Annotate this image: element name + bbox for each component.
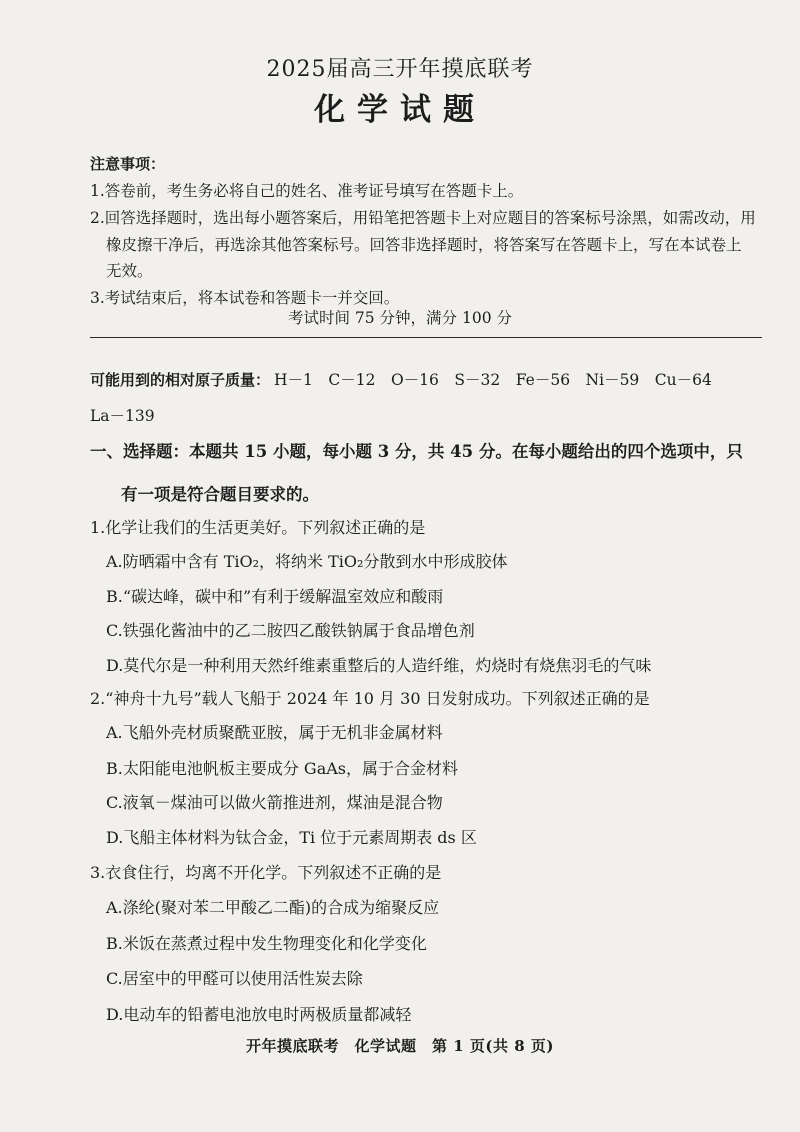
exam-title: 2025届高三开年摸底联考 xyxy=(266,57,534,82)
question-3-option-b: B.米饭在蒸煮过程中发生物理变化和化学变化 xyxy=(106,934,427,953)
question-3-stem: 3.衣食住行，均离不开化学。下列叙述不正确的是 xyxy=(90,863,442,882)
section1-heading-cont: 有一项是符合题目要求的。 xyxy=(121,485,319,504)
exam-time-info: 考试时间 75 分钟，满分 100 分 xyxy=(287,309,513,327)
atomic-masses xyxy=(90,368,712,390)
atomic-masses-values: H－1 C－12 O－16 S－32 Fe－56 Ni－59 Cu－64 xyxy=(274,371,712,389)
question-3-option-a: A.涤纶(聚对苯二甲酸乙二酯)的合成为缩聚反应 xyxy=(106,898,440,917)
header-divider xyxy=(90,337,762,338)
question-1-stem: 1.化学让我们的生活更美好。下列叙述正确的是 xyxy=(90,518,426,537)
section1-heading: 一、选择题：本题共 15 小题，每小题 3 分，共 45 分。在每小题给出的四个选项中，只 xyxy=(90,442,743,461)
question-2-option-c: C.液氧－煤油可以做火箭推进剂，煤油是混合物 xyxy=(106,793,443,812)
question-1-option-b: B.“碳达峰，碳中和”有利于缓解温室效应和酸雨 xyxy=(106,587,444,606)
question-1-option-d: D.莫代尔是一种利用天然纤维素重整后的人造纤维，灼烧时有烧焦羽毛的气味 xyxy=(106,656,652,675)
question-3-option-c: C.居室中的甲醛可以使用活性炭去除 xyxy=(106,969,363,988)
question-2-option-b: B.太阳能电池帆板主要成分 GaAs，属于合金材料 xyxy=(106,759,459,778)
question-2-option-a: A.飞船外壳材质聚酰亚胺，属于无机非金属材料 xyxy=(106,723,443,742)
page-footer: 开年摸底联考 化学试题 第 1 页(共 8 页) xyxy=(246,1037,554,1055)
atomic-masses-label: 可能用到的相对原子质量： xyxy=(90,371,271,389)
notes-heading: 注意事项： xyxy=(90,155,166,173)
question-1-option-a: A.防晒霜中含有 TiO₂，将纳米 TiO₂分散到水中形成胶体 xyxy=(106,552,508,571)
atomic-masses-line2: La－139 xyxy=(90,407,155,425)
note-item-2-end: 无效。 xyxy=(106,262,153,280)
question-3-option-d: D.电动车的铅蓄电池放电时两极质量都减轻 xyxy=(106,1005,412,1024)
note-item-2: 2.回答选择题时，选出每小题答案后，用铅笔把答题卡上对应题目的答案标号涂黑，如需改动，用 xyxy=(90,209,756,227)
note-item-2-cont: 橡皮擦干净后，再选涂其他答案标号。回答非选择题时，将答案写在答题卡上，写在本试卷上 xyxy=(106,236,742,254)
question-1-option-c: C.铁强化酱油中的乙二胺四乙酸铁钠属于食品增色剂 xyxy=(106,621,475,640)
question-2-option-d: D.飞船主体材料为钛合金，Ti 位于元素周期表 ds 区 xyxy=(106,828,477,847)
subject-title: 化学试题 xyxy=(314,92,486,128)
note-item-1: 1.答卷前，考生务必将自己的姓名、准考证号填写在答题卡上。 xyxy=(90,182,524,200)
question-2-stem: 2.“神舟十九号”载人飞船于 2024 年 10 月 30 日发射成功。下列叙述正确的是 xyxy=(90,689,650,708)
note-item-3: 3.考试结束后，将本试卷和答题卡一并交回。 xyxy=(90,289,400,307)
